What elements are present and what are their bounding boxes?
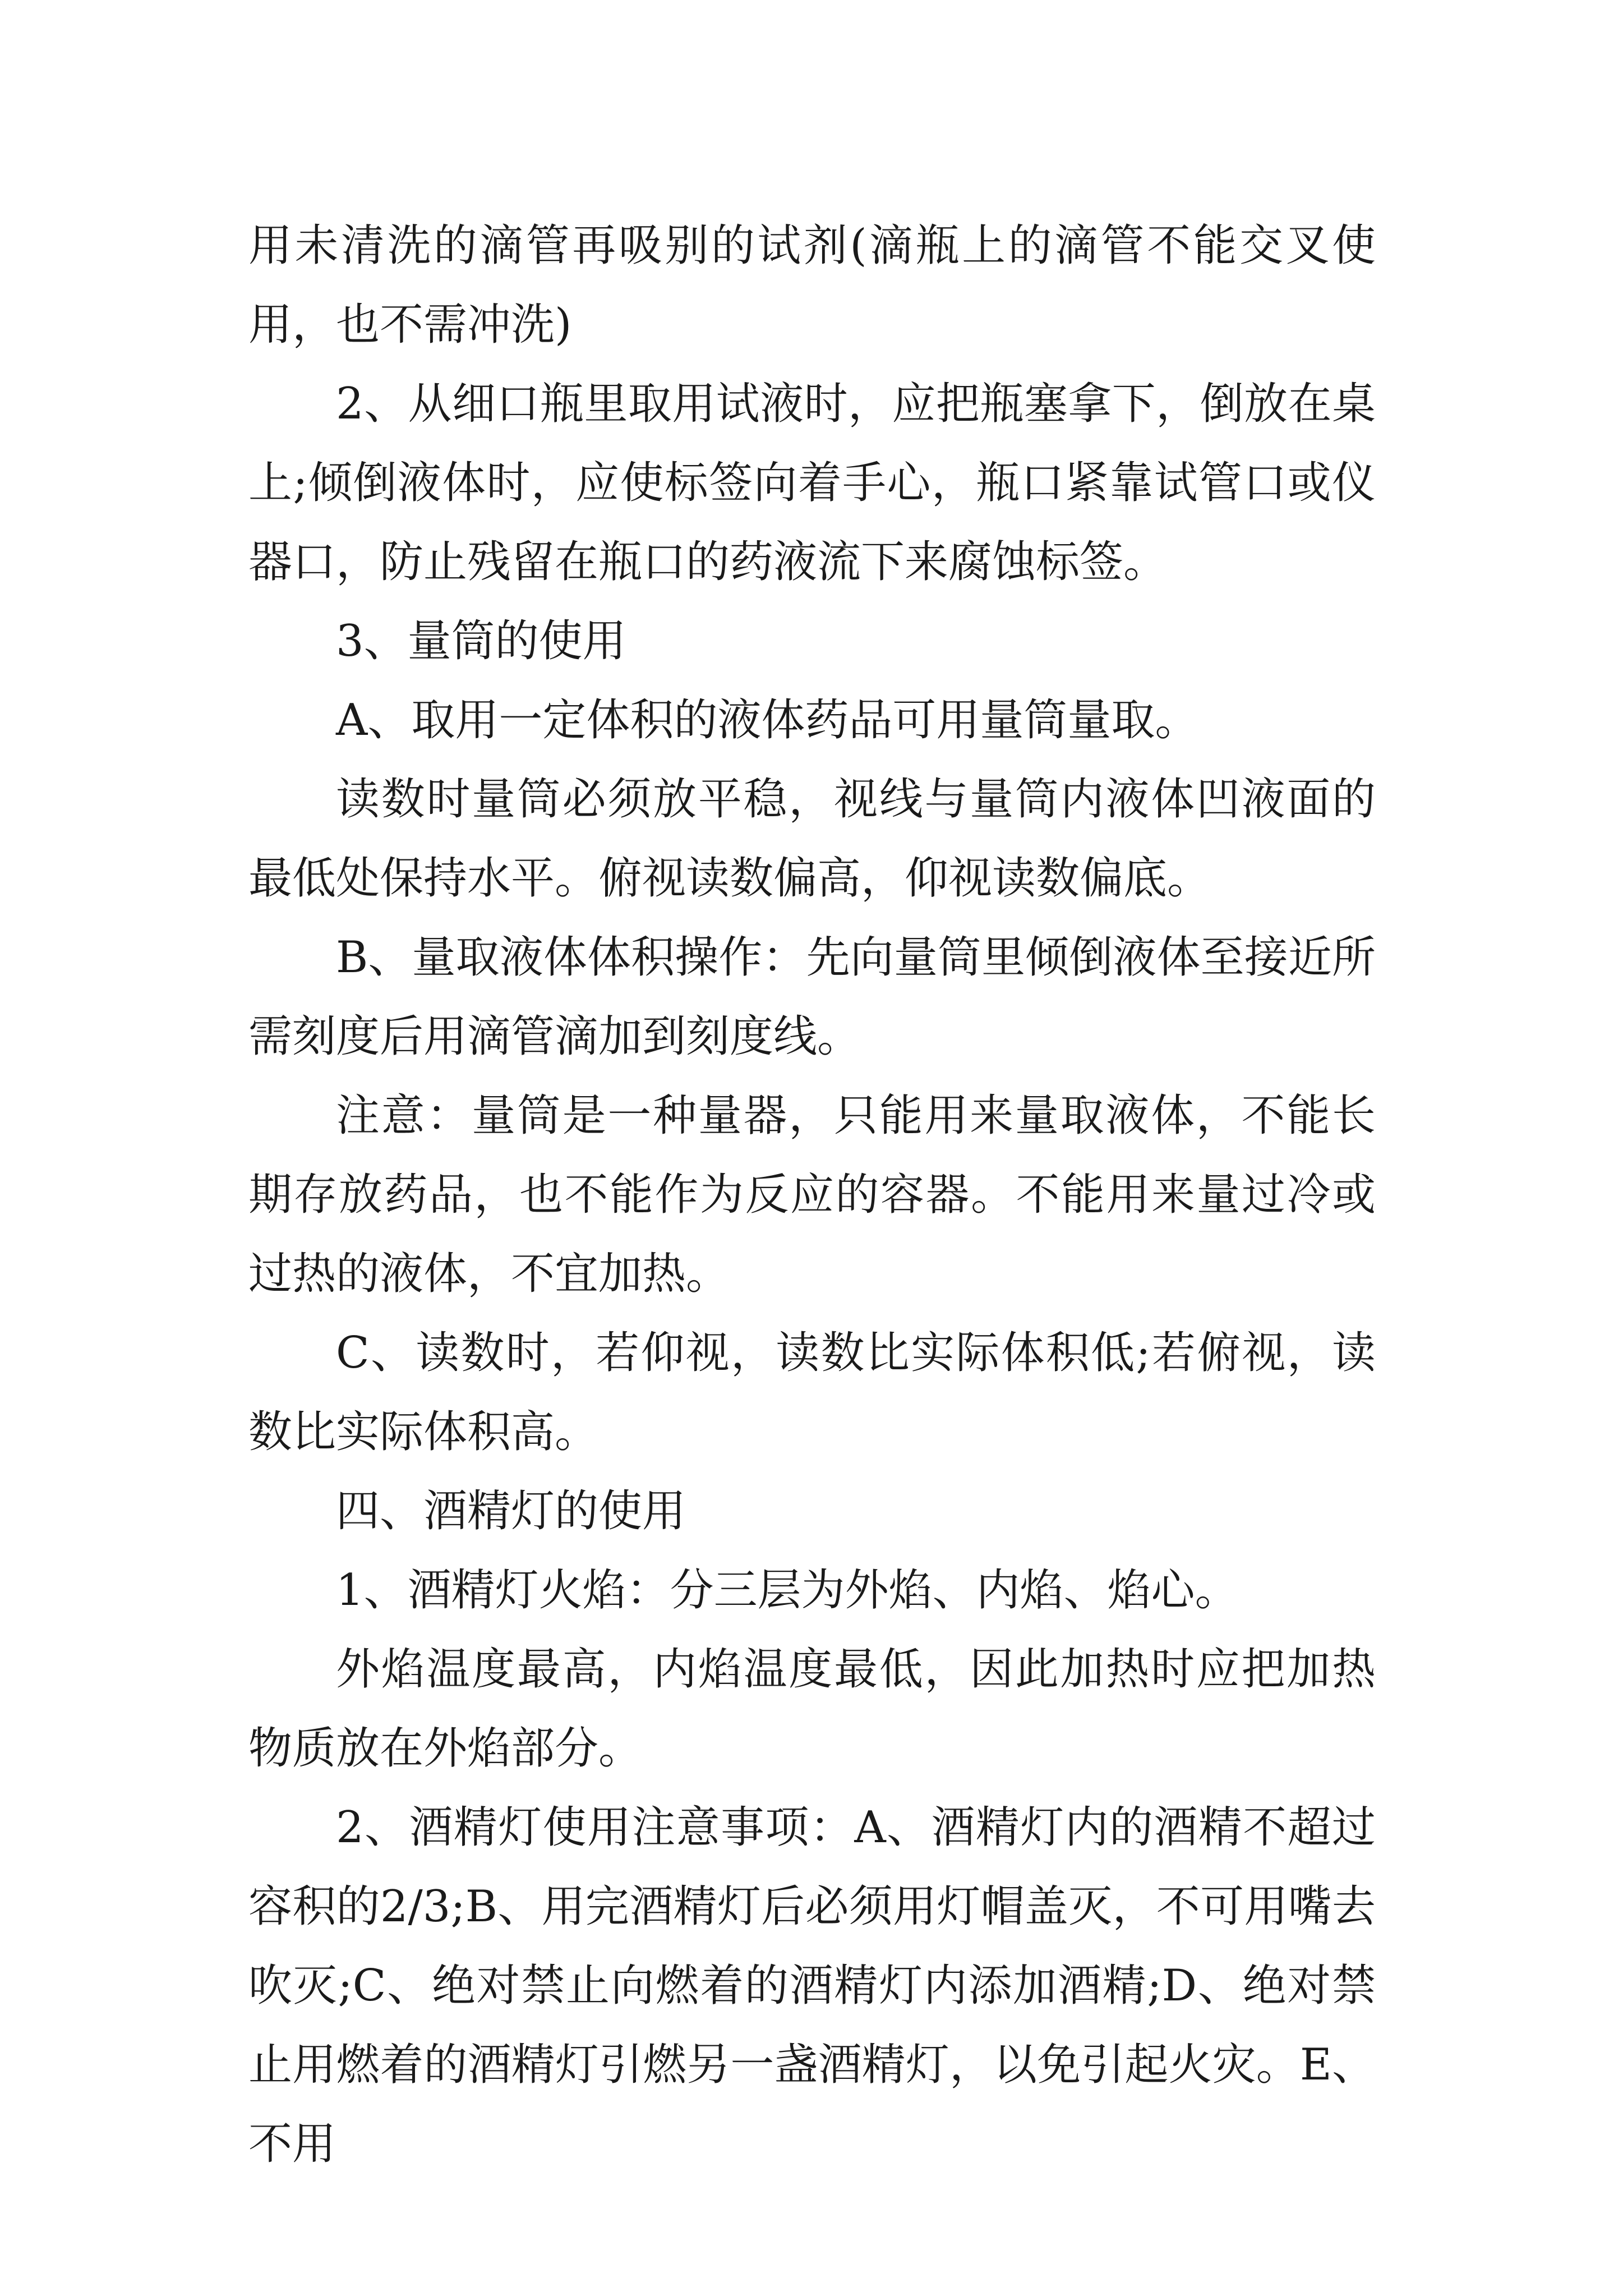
heading-alcohol-lamp: 四、酒精灯的使用: [336, 1486, 686, 1536]
paragraph-flame-temperature: 外焰温度最高，内焰温度最低，因此加热时应把加热物质放在外焰部分。: [248, 1644, 1376, 1774]
heading-graduated-cylinder: 3、量筒的使用: [336, 616, 626, 666]
paragraph-flame-layers: 1、酒精灯火焰：分三层为外焰、内焰、焰心。: [336, 1565, 1239, 1616]
paragraph-cylinder-b: B、量取液体体积操作：先向量筒里倾倒液体至接近所需刻度后用滴管滴加到刻度线。: [248, 932, 1376, 1062]
paragraph-cylinder-a: A、取用一定体积的液体药品可用量筒量取。: [336, 695, 1199, 746]
paragraph-cylinder-note: 注意：量筒是一种量器，只能用来量取液体，不能长期存放药品，也不能作为反应的容器。不能用来量过冷或过热的液体，不宜加热。: [248, 1091, 1376, 1299]
paragraph-reagent-bottle: 2、从细口瓶里取用试液时，应把瓶塞拿下，倒放在桌上;倾倒液体时，应使标签向着手心，瓶口紧靠试管口或仪器口，防止残留在瓶口的药液流下来腐蚀标签。: [248, 379, 1376, 587]
paragraph-continuation: 用未清洗的滴管再吸别的试剂(滴瓶上的滴管不能交叉使用，也不需冲洗): [248, 220, 1376, 350]
document-body: [248, 206, 1376, 2184]
paragraph-cylinder-c: C、读数时，若仰视，读数比实际体积低;若俯视，读数比实际体积高。: [248, 1328, 1376, 1457]
paragraph-lamp-precautions: 2、酒精灯使用注意事项：A、酒精灯内的酒精不超过容积的2/3;B、用完酒精灯后必须用灯帽盖灭，不可用嘴去吹灭;C、绝对禁止向燃着的酒精灯内添加酒精;D、绝对禁止用燃着的酒精灯引燃另一盏酒精灯，以免引起火灾。E、不用: [248, 1802, 1376, 2169]
paragraph-reading: 读数时量筒必须放平稳，视线与量筒内液体凹液面的最低处保持水平。俯视读数偏高，仰视读数偏底。: [248, 774, 1376, 904]
